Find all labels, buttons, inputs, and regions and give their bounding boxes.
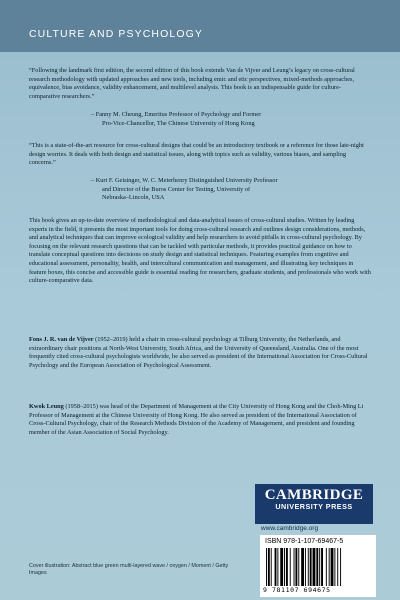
attribution-2-line-3: Nebraska–Lincoln, USA — [102, 194, 165, 202]
author-2-name: Kwok Leung — [29, 403, 64, 410]
endorsement-attribution-2 — [91, 177, 371, 203]
series-title: CULTURE AND PSYCHOLOGY — [29, 28, 203, 40]
attribution-2-line-1: – Kurt F. Geisinger, W. C. Meierhenry Distinguished University Professor — [91, 177, 278, 184]
attribution-1-line-1: – Fanny M. Cheung, Emeritus Professor of Psychology and Former — [91, 111, 262, 118]
publisher-url: www.cambridge.org — [261, 525, 319, 532]
author-1-bio-text: (1952–2019) held a chair in cross-cultural psychology at Tilburg University, the Netherlands, and extraordinary chair positions at North-West University, South Africa, and the University of Queensland, Australia. One of the most frequently cited cross-cultural psychologists worldwide, he also served as president of the International Association for Cross-Cultural Psychology and the European Association of Psychological Assessment. — [29, 336, 368, 369]
cover-credit: Cover illustration: Abstract blue green multi-layered wave / oxygen / Moment / Getty Images — [29, 563, 229, 577]
endorsement-quote-1: “Following the landmark first edition, the second edition of this book extends Van de Vijver and Leung’s legacy on cross-cultural research methodology with updated approaches and new tools, including emic and etic perspectives, mixed-methods approaches, equivalence, bias avoidance, validity enhancement, and multilevel analysis. This book is an indispensable guide for culture-comparative researchers.” — [29, 67, 355, 100]
barcode-block — [260, 535, 376, 597]
endorsement-quote-2: “This is a state-of-the-art resource for cross-cultural designs that could be an introductory textbook or a reference for those late-night design worries. It deals with both design and statistical issues, along with topics such as validity, various biases, and sampling concerns.” — [29, 142, 364, 167]
attribution-2-line-2: and Director of the Buros Center for Testing, University of — [102, 185, 251, 193]
barcode-icon — [266, 548, 370, 586]
barcode-digits: 9 781107 694675 — [263, 586, 331, 594]
author-bio-1 — [29, 336, 371, 370]
top-band — [0, 0, 400, 52]
endorsement-attribution-1 — [91, 111, 371, 128]
attribution-1-line-2: Pro-Vice-Chancellor, The Chinese University of Hong Kong — [102, 119, 255, 127]
author-1-name: Fons J. R. van de Vijver — [29, 336, 94, 343]
publisher-logo — [255, 484, 373, 524]
publisher-name: CAMBRIDGE — [264, 487, 364, 503]
publisher-press: UNIVERSITY PRESS — [275, 502, 353, 511]
author-bio-2 — [29, 403, 371, 437]
author-2-bio-text: (1958–2015) was head of the Department of Management at the City University of Hong Kong and the Choh-Ming Li Professor of Management at the Chinese University of Hong Kong. He also served as president of the International Association of Cross-Cultural Psychology, chair of the Research Methods Division of the Academy of Management, and president and founding member of the Asian Association of Social Psychology. — [29, 403, 364, 436]
isbn-label: ISBN 978-1-107-69467-5 — [265, 538, 344, 545]
book-description: This book gives an up-to-date overview of methodological and data-analytical issues of cross-cultural studies. Written by leading experts in the field, it presents the most important tools for doing cross-cultural research and outlines design considerations, methods, and analytical techniques that can improve ecological validity and help researchers to avoid pitfalls in cross-cultural psychology. By focusing on the relevant research questions that can be tackled with particular methods, it provides practical guidance on how to translate conceptual questions into decisions on study design and statistical techniques. Featuring examples from cognitive and educational assessment, personality, health, and intercultural communication and management, and illustrating key techniques in feature boxes, this concise and accessible guide is essential reading for researchers, graduate students, and professionals who work with culture-comparative data. — [29, 217, 371, 285]
